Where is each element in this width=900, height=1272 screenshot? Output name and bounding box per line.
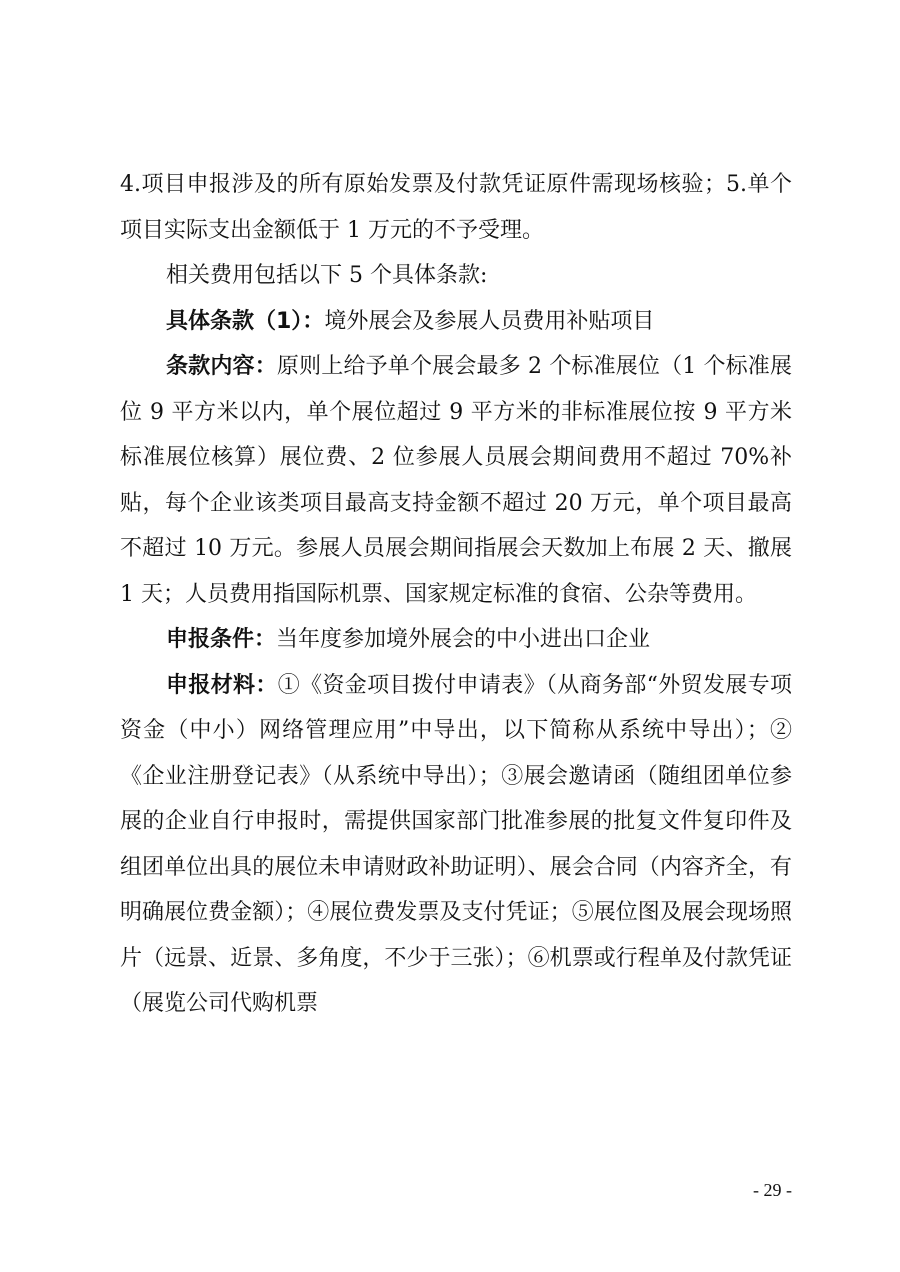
conditions-label: 申报条件： (166, 627, 277, 652)
paragraph-intro: 相关费用包括以下 5 个具体条款: (166, 263, 488, 288)
materials-text: ①《资金项目拨付申请表》（从商务部“外贸发展专项资金（中小）网络管理应用”中导出，以下简称从系统中导出）；②《企业注册登记表》（从系统中导出）；③展会邀请函（随组团单位参展的企业自行申报时，需提供国家部门批准参展的批复文件复印件及组团单位出具的展位未申请财政补助证明）、展会合同（内容齐全，有明确展位费金额）；④展位费发票及支付凭证；⑤展位图及展会现场照片（远景、近景、多角度，不少于三张）；⑥机票或行程单及付款凭证（展览公司代购机票 (120, 672, 792, 1016)
paragraph-conditions (120, 617, 792, 663)
paragraph-requirements: 4.项目申报涉及的所有原始发票及付款凭证原件需现场核验；5.单个项目实际支出金额低于 1 万元的不予受理。 (120, 172, 792, 243)
clause-label: 具体条款（1）： (166, 308, 325, 334)
paragraph-content (120, 344, 792, 617)
materials-label: 申报材料： (166, 672, 278, 698)
page-number: - 29 - (753, 1180, 792, 1200)
content-text: 原则上给予单个展会最多 2 个标准展位（1 个标准展位 9 平方米以内，单个展位超过 9 平方米的非标准展位按 9 平方米标准展位核算）展位费、2 位参展人员展会期间费用不超过 70%补贴，每个企业该类项目最高支持金额不超过 20 万元，单个项目最高不超过 10 万元。参展人员展会期间指展会天数加上布展 2 天、撤展 1 天；人员费用指国际机票、国家规定标准的食宿、公杂等费用。 (120, 354, 792, 607)
paragraph-materials (120, 663, 792, 1027)
document-body (120, 162, 792, 1027)
conditions-text: 当年度参加境外展会的中小进出口企业 (276, 627, 651, 652)
content-label: 条款内容： (166, 354, 277, 379)
paragraph-clause (120, 299, 792, 345)
clause-text: 境外展会及参展人员费用补贴项目 (324, 308, 655, 334)
